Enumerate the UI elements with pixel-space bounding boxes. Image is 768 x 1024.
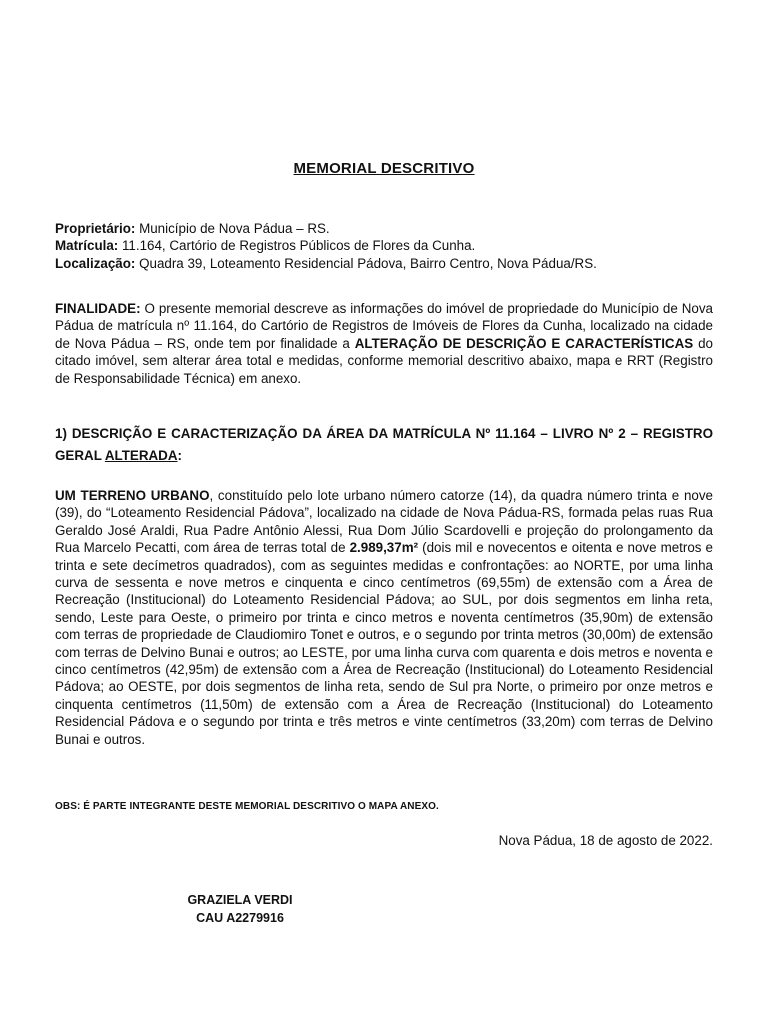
terreno-lead: UM TERRENO URBANO	[55, 488, 210, 503]
signature-name: GRAZIELA VERDI	[187, 893, 293, 907]
localizacao-label: Localização:	[55, 255, 136, 271]
finalidade-label: FINALIDADE:	[55, 301, 141, 316]
finalidade-paragraph	[55, 300, 713, 387]
localizacao-value: Quadra 39, Loteamento Residencial Pádova, Bairro Centro, Nova Pádua/RS.	[135, 255, 597, 271]
terreno-text-2: (dois mil e novecentos e oitenta e nove metros e trinta e sete decímetros quadrados), com as seguintes medidas e confrontações: ao NORTE, por uma linha curva de sessenta e nove metros e cinquenta e cinco centímetros (69,55m) de extensão com a Área de Recreação (Institucional) do Loteamento Residencial Pádova; ao SUL, por dois segmentos em linha reta, sendo, Leste para Oeste, o primeiro por trinta e cinco metros e noventa centímetros (35,90m) de extensão com terras de propriedade de Claudiomiro Tonet e outros, e o segundo por trinta metros (30,00m) de extensão com terras de Delvino Bunai e outros; ao LESTE, por uma linha curva com quarenta e dois metros e noventa e cinco centímetros (42,95m) de extensão com a Área de Recreação (Institucional) do Loteamento Residencial Pádova; ao OESTE, por dois segmentos de linha reta, sendo de Sul pra Norte, o primeiro por onze metros e cinquenta centímetros (11,50m) de extensão com a Área de Recreação (Institucional) do Loteamento Residencial Pádova e o segundo por trinta e três metros e vinte centímetros (33,20m) com terras de Delvino Bunai e outros.	[55, 540, 713, 747]
signature-block	[180, 891, 300, 927]
finalidade-text-2: do citado imóvel, sem alterar área total e medidas, conforme memorial descritivo abaixo, mapa e RRT (Registro de Responsabilidade Técnica) em anexo.	[55, 335, 713, 386]
proprietario-value: Município de Nova Pádua – RS.	[135, 221, 330, 236]
localizacao-line	[55, 255, 713, 272]
matricula-label: Matrícula:	[55, 238, 119, 254]
owner-info	[55, 220, 713, 272]
matricula-line	[55, 237, 713, 254]
section-1-heading-underlined: ALTERADA	[104, 448, 178, 463]
finalidade-bold: ALTERAÇÃO DE DESCRIÇÃO E CARACTERÍSTICAS	[354, 335, 694, 351]
document-title: MEMORIAL DESCRITIVO	[293, 160, 475, 177]
proprietario-label: Proprietário:	[55, 221, 136, 236]
obs-note: OBS: É PARTE INTEGRANTE DESTE MEMORIAL DESCRITIVO O MAPA ANEXO.	[55, 801, 439, 812]
section-1-heading	[55, 423, 713, 467]
section-1-heading-text: 1) DESCRIÇÃO E CARACTERIZAÇÃO DA ÁREA DA MATRÍCULA Nº 11.164 – LIVRO Nº 2 – REGISTRO GERAL	[55, 426, 713, 463]
terreno-area: 2.989,37m²	[349, 540, 419, 556]
terreno-paragraph	[55, 487, 713, 748]
terreno-text-1: , constituído pelo lote urbano número catorze (14), da quadra número trinta e nove (39), do “Loteamento Residencial Pádova”, localizado na cidade de Nova Pádua-RS, formada pelas ruas Rua Geraldo José Araldi, Rua Padre Antônio Alessi, Rua Dom Júlio Scardovelli e projeção do prolongamento da Rua Marcelo Pecatti, com área de terras total de	[55, 488, 713, 556]
matricula-value: 11.164, Cartório de Registros Públicos de Flores da Cunha.	[118, 238, 476, 254]
date-line: Nova Pádua, 18 de agosto de 2022.	[498, 833, 713, 848]
section-1-heading-end: :	[177, 448, 182, 463]
proprietario-line	[55, 220, 713, 237]
finalidade-text-1: O presente memorial descreve as informações do imóvel de propriedade do Município de Nova Pádua de matrícula nº 11.164, do Cartório de Registros de Imóveis de Flores da Cunha, localizado na cidade de Nova Pádua – RS, onde tem por finalidade a	[55, 301, 713, 351]
signature-registration: CAU A2279916	[196, 911, 284, 925]
